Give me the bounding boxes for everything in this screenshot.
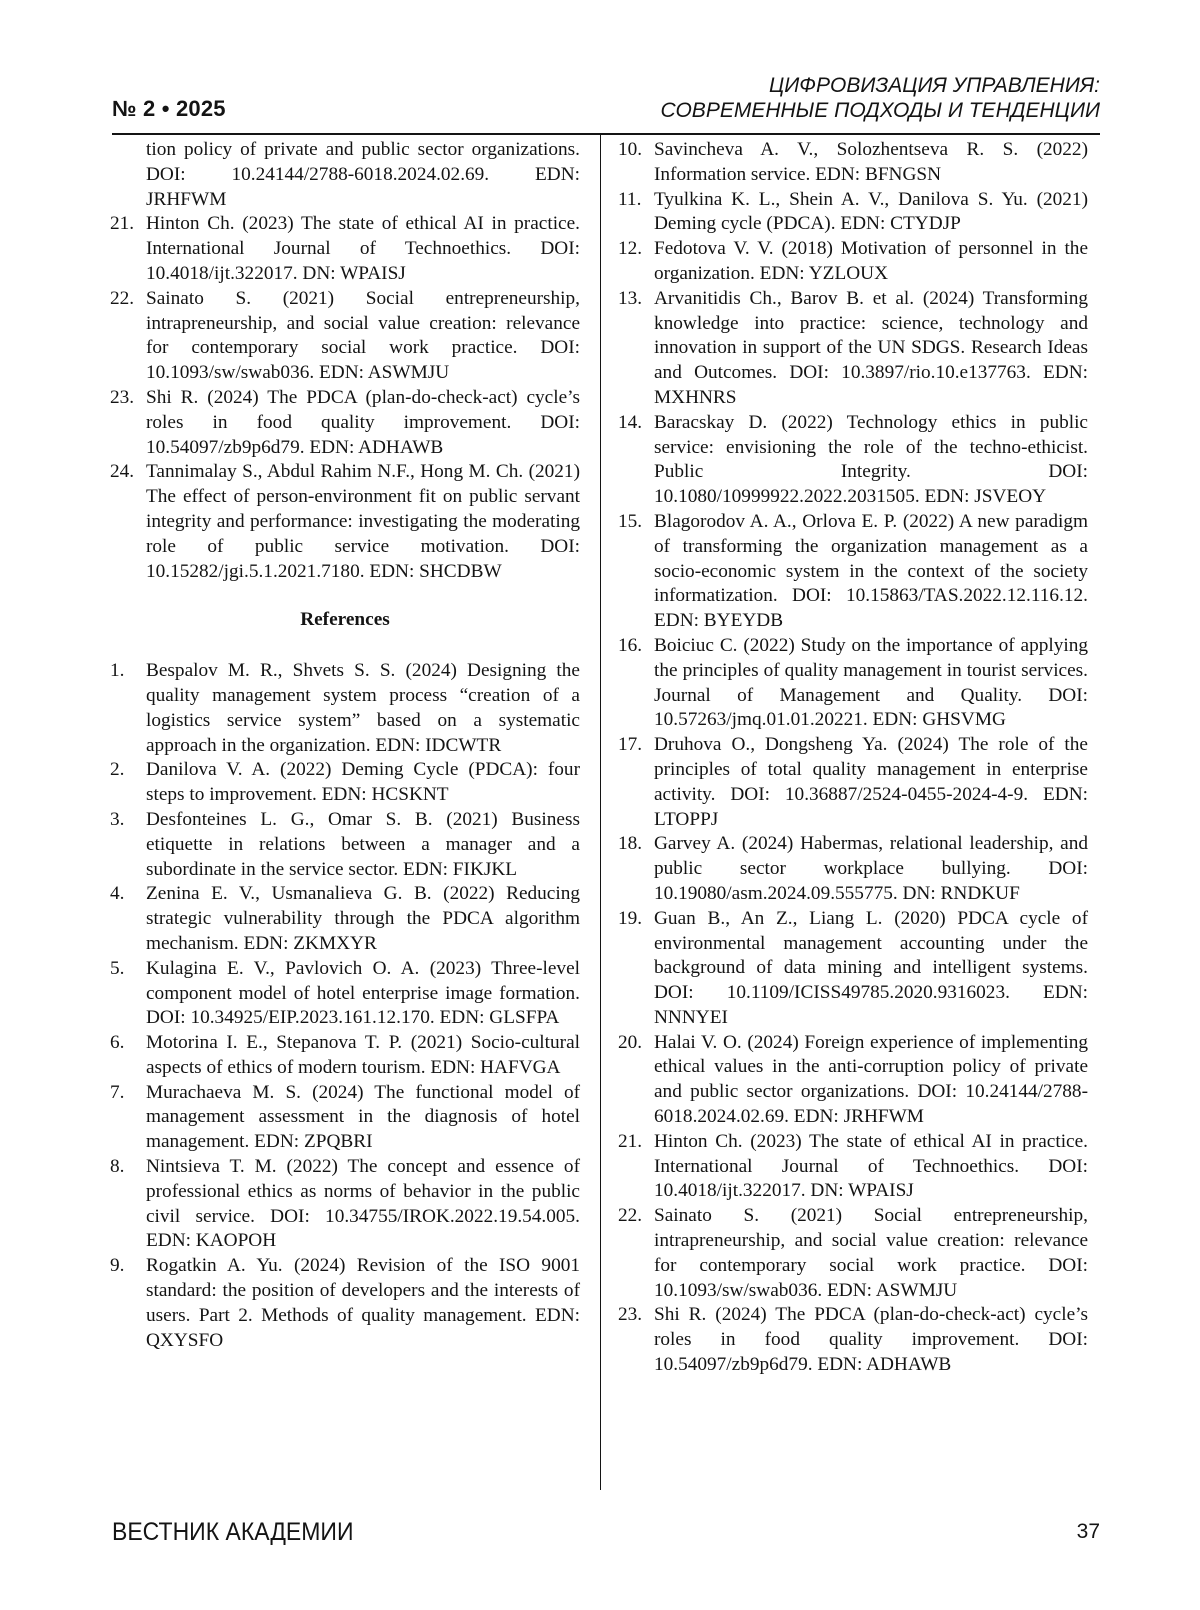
reference-item <box>110 1031 580 1081</box>
reference-number: 17. <box>618 734 643 756</box>
reference-text: Blagorodov A. A., Orlova E. P. (2022) A new paradigm of transforming the organization management as a socio-economic system in the context of the society informatization. DOI: 10.15863/TAS.2022.12.116.12. EDN: BYEYDB <box>654 510 1088 632</box>
reference-text: Boiciuc C. (2022) Study on the importance of applying the principles of quality management in tourist services. Journal of Management and Quality. DOI: 10.57263/jmq.01.01.20221. EDN: GHSVMG <box>654 634 1088 731</box>
reference-number: 9. <box>110 1255 125 1277</box>
reference-text: Druhova O., Dongsheng Ya. (2024) The role of the principles of total quality management in enterprise activity. DOI: 10.36887/2524-0455-2024-4-9. EDN: LTOPPJ <box>654 734 1088 830</box>
left-column <box>110 138 580 1353</box>
reference-text: Sainato S. (2021) Social entrepreneurship, intrapreneurship, and social value creation: relevance for contemporary social work practice. DOI: 10.1093/sw/swab036. EDN: ASWMJU <box>146 287 580 384</box>
reference-item <box>618 634 1088 733</box>
journal-name: ВЕСТНИК АКАДЕМИИ <box>112 1518 354 1546</box>
reference-item <box>110 808 580 882</box>
reference-text: Sainato S. (2021) Social entrepreneurship, intrapreneurship, and social value creation: relevance for contemporary social work practice. DOI: 10.1093/sw/swab036. EDN: ASWMJU <box>654 1205 1088 1301</box>
reference-text: Bespalov M. R., Shvets S. S. (2024) Designing the quality management system process “creation of a logistics service system” based on a systematic approach in the organization. EDN: IDCWTR <box>146 660 580 756</box>
section-title-line-2: СОВРЕМЕННЫЕ ПОДХОДЫ И ТЕНДЕНЦИИ <box>660 99 1100 122</box>
reference-number: 21. <box>618 1130 643 1152</box>
reference-text: Tyulkina K. L., Shein A. V., Danilova S. Yu. (2021) Deming cycle (PDCA). EDN: CTYDJP <box>654 188 1088 235</box>
reference-item <box>618 138 1088 188</box>
reference-text: Hinton Ch. (2023) The state of ethical AI in practice. International Journal of Technoethics. DOI: 10.4018/ijt.322017. DN: WPAISJ <box>654 1130 1088 1202</box>
reference-text: Hinton Ch. (2023) The state of ethical AI in practice. International Journal of Technoethics. DOI: 10.4018/ijt.322017. DN: WPAISJ <box>146 213 580 284</box>
reference-item <box>110 460 580 584</box>
section-title <box>661 73 1100 123</box>
reference-item <box>110 386 580 460</box>
reference-item <box>110 758 580 808</box>
reference-number: 6. <box>110 1032 125 1054</box>
reference-number: 15. <box>618 510 643 532</box>
reference-item <box>618 237 1088 287</box>
section-title-line-1: ЦИФРОВИЗАЦИЯ УПРАВЛЕНИЯ: <box>769 74 1100 97</box>
reference-item <box>110 287 580 386</box>
reference-number: 24. <box>110 461 135 483</box>
reference-text: Baracskay D. (2022) Technology ethics in public service: envisioning the role of the techno-ethicist. Public Integrity. DOI: 10.1080/10999922.2022.2031505. EDN: JSVEOY <box>654 411 1088 508</box>
reference-text: Shi R. (2024) The PDCA (plan-do-check-act) cycle’s roles in food quality improvement. DOI: 10.54097/zb9p6d79. EDN: ADHAWB <box>654 1304 1088 1376</box>
reference-number: 23. <box>110 386 135 408</box>
reference-text: Motorina I. E., Stepanova T. P. (2021) Socio-cultural aspects of ethics of modern tourism. EDN: HAFVGA <box>146 1032 580 1078</box>
reference-number: 19. <box>618 907 643 929</box>
reference-text: Tannimalay S., Abdul Rahim N.F., Hong M. Ch. (2021) The effect of person-environment fit on public servant integrity and performance: investigating the moderating role of public service motivation. DOI: 10.15282/jgi.5.1.2021.7180. EDN: SHCDBW <box>146 461 580 582</box>
reference-text: Shi R. (2024) The PDCA (plan-do-check-act) cycle’s roles in food quality improvement. DOI: 10.54097/zb9p6d79. EDN: ADHAWB <box>146 386 580 458</box>
reference-number: 16. <box>618 634 643 656</box>
reference-number: 22. <box>110 287 135 309</box>
reference-item <box>618 1204 1088 1303</box>
issue-number: № 2 • 2025 <box>112 96 226 121</box>
reference-item <box>110 957 580 1031</box>
reference-item <box>618 188 1088 238</box>
reference-number: 1. <box>110 660 125 682</box>
reference-item <box>618 287 1088 411</box>
reference-number: 14. <box>618 411 643 433</box>
reference-item <box>618 411 1088 510</box>
reference-number: 13. <box>618 287 643 309</box>
reference-number: 8. <box>110 1156 125 1178</box>
references-heading: References <box>300 609 390 631</box>
reference-number: 11. <box>618 188 642 210</box>
reference-number: 4. <box>110 883 125 905</box>
reference-text: Guan B., An Z., Liang L. (2020) PDCA cycle of environmental management accounting under the background of data mining and intelligent systems. DOI: 10.1109/ICISS49785.2020.9316023. EDN: NNNYEI <box>654 907 1088 1028</box>
reference-number: 2. <box>110 759 125 781</box>
reference-number: 10. <box>618 139 643 160</box>
reference-number: 20. <box>618 1031 643 1053</box>
reference-number: 5. <box>110 957 125 979</box>
reference-text: Kulagina E. V., Pavlovich O. A. (2023) Three-level component model of hotel enterprise image formation. DOI: 10.34925/EIP.2023.161.12.170. EDN: GLSFPA <box>146 957 580 1029</box>
reference-item <box>110 659 580 758</box>
reference-text: Nintsieva T. M. (2022) The concept and essence of professional ethics as norms of behavior in the public civil service. DOI: 10.34755/IROK.2022.19.54.005. EDN: KAOPOH <box>146 1156 580 1252</box>
reference-text: Garvey A. (2024) Habermas, relational leadership, and public sector workplace bullying. DOI: 10.19080/asm.2024.09.555775. DN: RNDKUF <box>654 833 1088 904</box>
reference-number: 12. <box>618 238 643 260</box>
reference-item <box>618 832 1088 906</box>
reference-text: Fedotova V. V. (2018) Motivation of personnel in the organization. EDN: YZLOUX <box>654 238 1088 284</box>
page-number: 37 <box>1076 1520 1100 1543</box>
reference-number: 23. <box>618 1304 643 1326</box>
reference-text: Halai V. O. (2024) Foreign experience of implementing ethical values in the anti-corruption policy of private and public sector organizations. DOI: 10.24144/2788-6018.2024.02.69. EDN: JRHFWM <box>654 1031 1088 1128</box>
reference-text: Arvanitidis Ch., Barov B. et al. (2024) Transforming knowledge into practice: science, technology and innovation in support of the UN SDGS. Research Ideas and Outcomes. DOI: 10.3897/rio.10.e137763. EDN: MXHNRS <box>654 287 1088 408</box>
reference-text: Murachaeva M. S. (2024) The functional model of management assessment in the diagnosis of hotel management. EDN: ZPQBRI <box>146 1081 580 1153</box>
reference-item <box>618 1130 1088 1204</box>
right-column <box>618 138 1088 1378</box>
reference-item <box>618 907 1088 1031</box>
continued-reference: tion policy of private and public sector organizations. DOI: 10.24144/2788-6018.2024.02.69. EDN: JRHFWM <box>146 139 580 210</box>
reference-text: Zenina E. V., Usmanalieva G. B. (2022) Reducing strategic vulnerability through the PDCA algorithm mechanism. EDN: ZKMXYR <box>146 883 580 954</box>
column-divider <box>600 135 601 1490</box>
reference-item <box>110 212 580 286</box>
reference-item <box>110 1081 580 1155</box>
reference-text: Danilova V. A. (2022) Deming Cycle (PDCA): four steps to improvement. EDN: HCSKNT <box>146 759 580 806</box>
reference-item <box>110 882 580 956</box>
reference-text: Desfonteines L. G., Omar S. B. (2021) Business etiquette in relations between a manager and a subordinate in the service sector. EDN: FIKJKL <box>146 808 580 880</box>
reference-number: 22. <box>618 1205 643 1227</box>
reference-number: 3. <box>110 808 125 830</box>
header-divider <box>112 133 1100 135</box>
reference-item <box>618 1303 1088 1377</box>
reference-item <box>618 510 1088 634</box>
reference-item <box>110 1254 580 1353</box>
reference-number: 18. <box>618 833 643 855</box>
reference-number: 7. <box>110 1081 125 1103</box>
reference-item <box>618 1031 1088 1130</box>
reference-number: 21. <box>110 213 135 235</box>
reference-text: Rogatkin A. Yu. (2024) Revision of the ISO 9001 standard: the position of developers and the interests of users. Part 2. Methods of quality management. EDN: QXYSFO <box>146 1255 580 1351</box>
reference-text: Savincheva A. V., Solozhentseva R. S. (2022) Information service. EDN: BFNGSN <box>654 139 1088 185</box>
reference-item <box>110 1155 580 1254</box>
reference-item <box>618 733 1088 832</box>
